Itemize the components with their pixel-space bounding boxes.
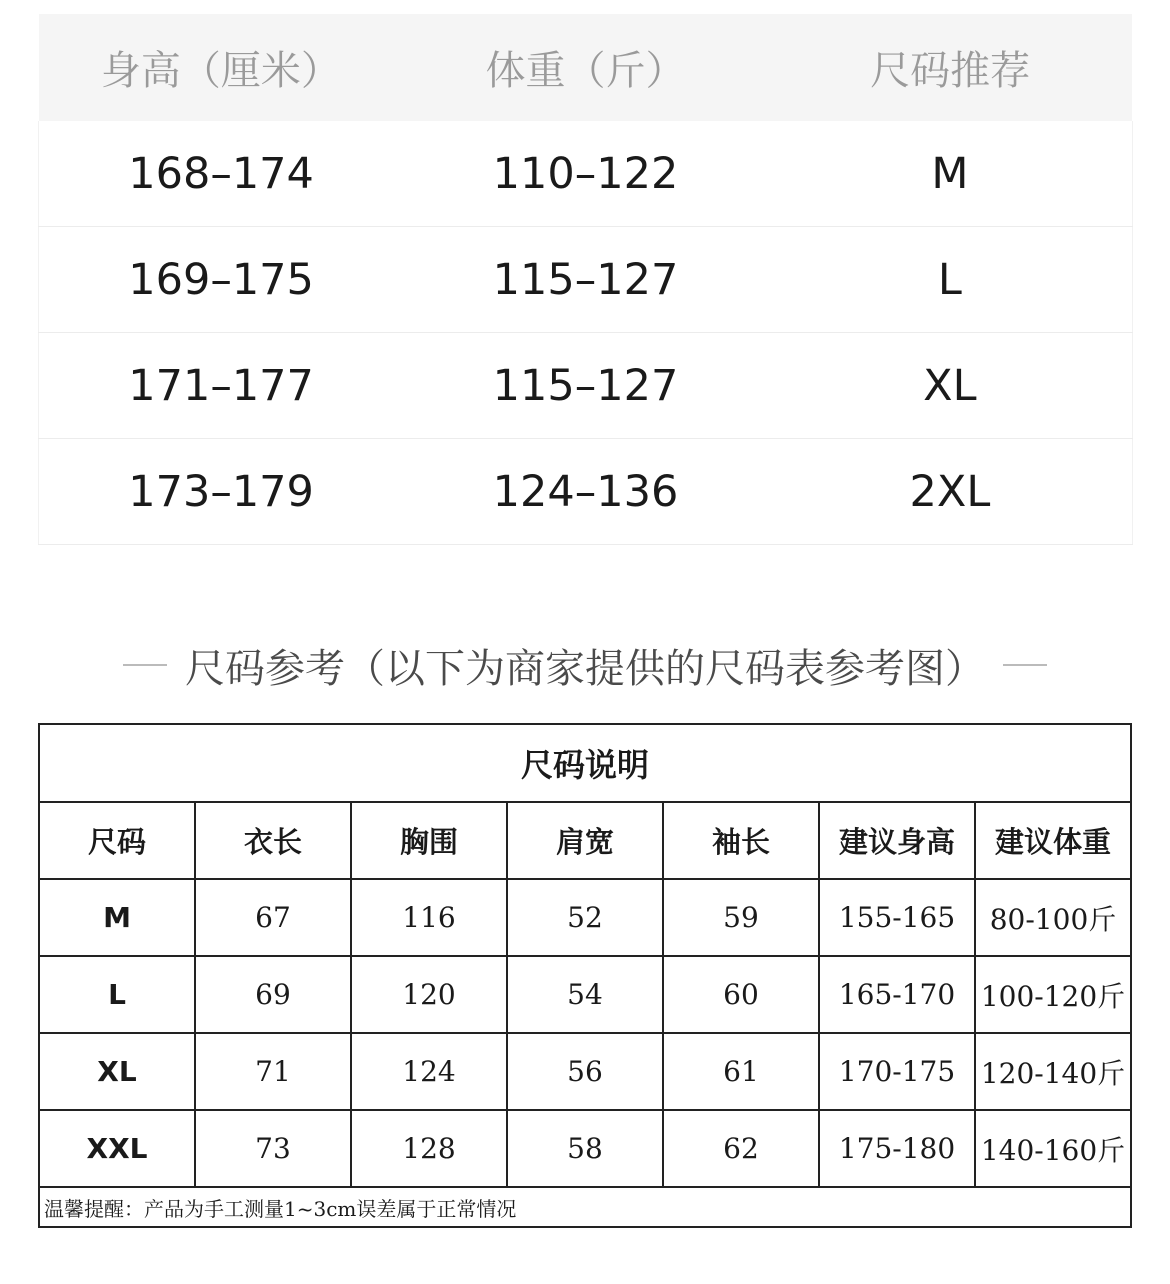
table-row	[39, 333, 1133, 439]
weight-value: 80-100斤	[975, 879, 1131, 956]
weight-value: 120-140斤	[975, 1033, 1131, 1110]
size-label: M	[39, 879, 195, 956]
height-value: 175-180	[819, 1110, 975, 1187]
height-range: 168–174	[39, 121, 404, 227]
chart-header-length: 衣长	[195, 802, 351, 879]
chart-header-row	[39, 802, 1131, 879]
weight-value: 140-160斤	[975, 1110, 1131, 1187]
height-column-header: 身高（厘米）	[39, 14, 404, 121]
chart-header-chest: 胸围	[351, 802, 507, 879]
section-heading	[0, 632, 1170, 698]
height-range: 173–179	[39, 439, 404, 545]
length-value: 67	[195, 879, 351, 956]
merchant-size-chart	[38, 723, 1132, 1228]
chest-value: 124	[351, 1033, 507, 1110]
size-label: L	[39, 956, 195, 1033]
table-row	[39, 1033, 1131, 1110]
right-dash-decoration	[1003, 664, 1047, 666]
shoulder-value: 58	[507, 1110, 663, 1187]
chest-value: 120	[351, 956, 507, 1033]
chart-header-size: 尺码	[39, 802, 195, 879]
height-value: 155-165	[819, 879, 975, 956]
table-row	[39, 227, 1133, 333]
measurement-note: 温馨提醒：产品为手工测量1~3cm误差属于正常情况	[39, 1187, 1131, 1227]
size-label: XXL	[39, 1110, 195, 1187]
shoulder-value: 56	[507, 1033, 663, 1110]
section-heading-text: 尺码参考（以下为商家提供的尺码表参考图）	[185, 645, 985, 692]
weight-range: 124–136	[403, 439, 768, 545]
chart-title: 尺码说明	[39, 724, 1131, 802]
shoulder-value: 54	[507, 956, 663, 1033]
height-range: 171–177	[39, 333, 404, 439]
sleeve-value: 59	[663, 879, 819, 956]
recommended-size: M	[768, 121, 1133, 227]
chest-value: 116	[351, 879, 507, 956]
height-range: 169–175	[39, 227, 404, 333]
size-column-header: 尺码推荐	[768, 14, 1133, 121]
sleeve-value: 60	[663, 956, 819, 1033]
chart-header-height: 建议身高	[819, 802, 975, 879]
recommended-size: L	[768, 227, 1133, 333]
size-recommendation-table	[38, 14, 1133, 545]
chest-value: 128	[351, 1110, 507, 1187]
recommended-size: XL	[768, 333, 1133, 439]
weight-range: 115–127	[403, 227, 768, 333]
length-value: 71	[195, 1033, 351, 1110]
chart-header-sleeve: 袖长	[663, 802, 819, 879]
table-row	[39, 956, 1131, 1033]
height-value: 165-170	[819, 956, 975, 1033]
table-row	[39, 879, 1131, 956]
chart-title-row	[39, 724, 1131, 802]
recommended-size: 2XL	[768, 439, 1133, 545]
recommendation-header-row	[39, 14, 1133, 121]
chart-header-shoulder: 肩宽	[507, 802, 663, 879]
sleeve-value: 61	[663, 1033, 819, 1110]
chart-header-weight: 建议体重	[975, 802, 1131, 879]
table-row	[39, 439, 1133, 545]
table-row	[39, 1110, 1131, 1187]
table-row	[39, 121, 1133, 227]
weight-range: 110–122	[403, 121, 768, 227]
length-value: 73	[195, 1110, 351, 1187]
length-value: 69	[195, 956, 351, 1033]
weight-value: 100-120斤	[975, 956, 1131, 1033]
sleeve-value: 62	[663, 1110, 819, 1187]
weight-range: 115–127	[403, 333, 768, 439]
shoulder-value: 52	[507, 879, 663, 956]
chart-note-row	[39, 1187, 1131, 1227]
size-label: XL	[39, 1033, 195, 1110]
left-dash-decoration	[123, 664, 167, 666]
height-value: 170-175	[819, 1033, 975, 1110]
weight-column-header: 体重（斤）	[403, 14, 768, 121]
